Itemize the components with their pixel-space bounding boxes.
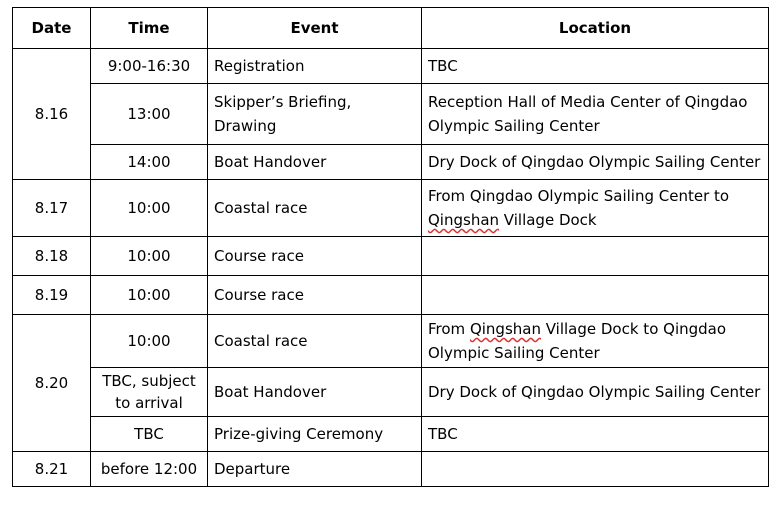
header-event: Event: [208, 8, 422, 49]
table-row: [13, 180, 769, 237]
time-cell: TBC, subject to arrival: [91, 368, 208, 417]
time-cell: 10:00: [91, 315, 208, 368]
location-text: Village Dock to Qingdao Olympic Sailing Center: [428, 320, 727, 362]
location-cell: Dry Dock of Qingdao Olympic Sailing Center: [422, 145, 769, 180]
header-time: Time: [91, 8, 208, 49]
header-date: Date: [13, 8, 91, 49]
event-cell: Departure: [208, 452, 422, 487]
location-cell: TBC: [422, 49, 769, 84]
date-cell: 8.20: [13, 315, 91, 452]
time-cell: TBC: [91, 417, 208, 452]
location-cell: [422, 452, 769, 487]
table-row: [13, 237, 769, 276]
date-cell: 8.19: [13, 276, 91, 315]
table-row: [13, 276, 769, 315]
location-text: Village Dock: [499, 211, 597, 229]
date-cell: 8.18: [13, 237, 91, 276]
time-cell: 10:00: [91, 180, 208, 237]
time-cell: 13:00: [91, 84, 208, 145]
header-location: Location: [422, 8, 769, 49]
location-cell: [422, 180, 769, 237]
spellcheck-marked-word: Qingshan: [428, 211, 500, 229]
event-cell: Registration: [208, 49, 422, 84]
location-cell: TBC: [422, 417, 769, 452]
event-cell: Boat Handover: [208, 368, 422, 417]
event-cell: Coastal race: [208, 315, 422, 368]
event-cell: Coastal race: [208, 180, 422, 237]
location-cell: [422, 315, 769, 368]
table-row: [13, 315, 769, 368]
location-cell: [422, 237, 769, 276]
spellcheck-marked-word: Qingshan: [469, 320, 541, 338]
table-row: [13, 417, 769, 452]
table-row: [13, 452, 769, 487]
time-cell: 9:00-16:30: [91, 49, 208, 84]
location-cell: Reception Hall of Media Center of Qingdao Olympic Sailing Center: [422, 84, 769, 145]
location-text: From Qingdao Olympic Sailing Center to: [428, 187, 730, 205]
time-cell: 10:00: [91, 276, 208, 315]
table-row: [13, 145, 769, 180]
event-cell: Skipper’s Briefing, Drawing: [208, 84, 422, 145]
table-row: [13, 84, 769, 145]
schedule-table: [12, 7, 769, 487]
table-row: [13, 368, 769, 417]
date-cell: 8.21: [13, 452, 91, 487]
location-cell: Dry Dock of Qingdao Olympic Sailing Center: [422, 368, 769, 417]
location-text: From: [428, 320, 470, 338]
time-cell: 10:00: [91, 237, 208, 276]
event-cell: Course race: [208, 276, 422, 315]
table-row: [13, 49, 769, 84]
date-cell: 8.16: [13, 49, 91, 180]
date-cell: 8.17: [13, 180, 91, 237]
event-cell: Course race: [208, 237, 422, 276]
header-row: [13, 8, 769, 49]
time-cell: 14:00: [91, 145, 208, 180]
event-cell: Boat Handover: [208, 145, 422, 180]
location-cell: [422, 276, 769, 315]
event-cell: Prize-giving Ceremony: [208, 417, 422, 452]
time-cell: before 12:00: [91, 452, 208, 487]
